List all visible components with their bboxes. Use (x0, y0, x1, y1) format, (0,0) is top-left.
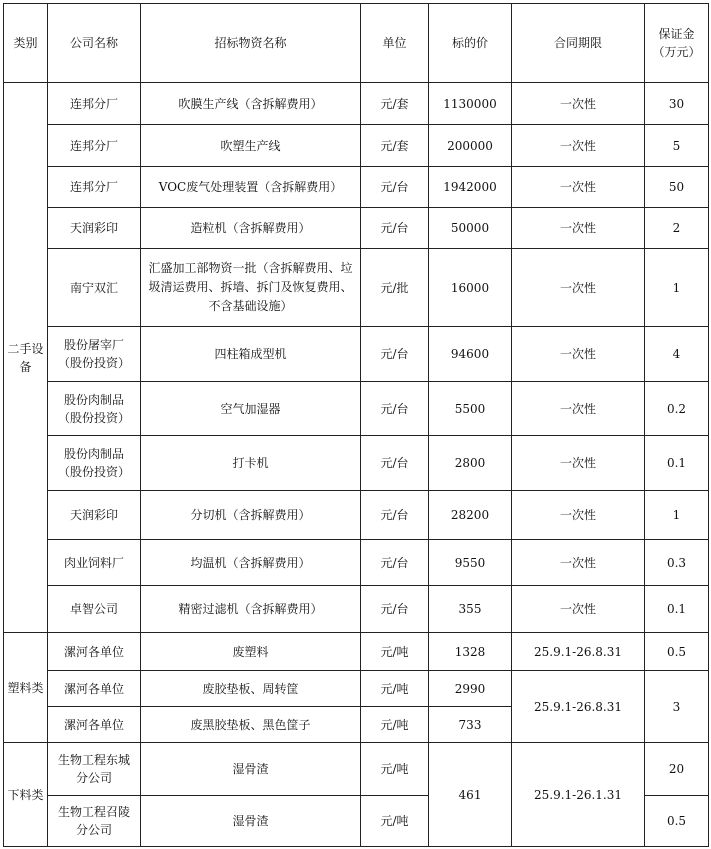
deposit-cell: 30 (645, 83, 709, 125)
table-row (4, 167, 709, 208)
table-row (4, 586, 709, 633)
header-company: 公司名称 (48, 4, 141, 83)
item-cell: VOC废气处理装置（含拆解费用） (141, 167, 361, 208)
company-cell: 漯河各单位 (48, 671, 141, 707)
header-item: 招标物资名称 (141, 4, 361, 83)
table-row (4, 327, 709, 382)
company-cell: 连邦分厂 (48, 83, 141, 125)
term-cell: 一次性 (512, 586, 645, 633)
table-row (4, 83, 709, 125)
price-cell: 94600 (429, 327, 512, 382)
price-cell: 5500 (429, 382, 512, 436)
deposit-cell: 0.1 (645, 436, 709, 491)
deposit-cell: 5 (645, 125, 709, 167)
company-cell: 连邦分厂 (48, 167, 141, 208)
item-cell: 废胶垫板、周转筐 (141, 671, 361, 707)
header-unit: 单位 (361, 4, 429, 83)
unit-cell: 元/台 (361, 491, 429, 540)
company-cell: 股份肉制品 （股份投资） (48, 436, 141, 491)
deposit-cell: 0.5 (645, 796, 709, 847)
company-cell: 生物工程东城 分公司 (48, 743, 141, 796)
category-plastic: 塑料类 (4, 633, 48, 743)
unit-cell: 元/台 (361, 382, 429, 436)
deposit-cell: 0.2 (645, 382, 709, 436)
company-cell: 生物工程召陵 分公司 (48, 796, 141, 847)
price-cell: 9550 (429, 540, 512, 586)
item-cell: 均温机（含拆解费用） (141, 540, 361, 586)
deposit-cell: 4 (645, 327, 709, 382)
price-cell: 1942000 (429, 167, 512, 208)
unit-cell: 元/吨 (361, 796, 429, 847)
term-cell: 一次性 (512, 208, 645, 249)
deposit-cell: 1 (645, 491, 709, 540)
term-cell: 25.9.1-26.8.31 (512, 633, 645, 671)
price-cell: 461 (429, 743, 512, 847)
item-cell: 湿骨渣 (141, 796, 361, 847)
unit-cell: 元/吨 (361, 743, 429, 796)
header-category: 类别 (4, 4, 48, 83)
unit-cell: 元/台 (361, 436, 429, 491)
unit-cell: 元/台 (361, 327, 429, 382)
term-cell: 一次性 (512, 540, 645, 586)
table-row (4, 125, 709, 167)
company-cell: 肉业饲料厂 (48, 540, 141, 586)
item-cell: 精密过滤机（含拆解费用） (141, 586, 361, 633)
term-cell: 一次性 (512, 491, 645, 540)
table-row (4, 208, 709, 249)
item-cell: 空气加湿器 (141, 382, 361, 436)
price-cell: 355 (429, 586, 512, 633)
item-cell: 废黑胶垫板、黑色筐子 (141, 707, 361, 743)
category-equipment: 二手设备 (4, 83, 48, 633)
term-cell: 一次性 (512, 327, 645, 382)
company-cell: 股份屠宰厂 （股份投资） (48, 327, 141, 382)
company-cell: 卓智公司 (48, 586, 141, 633)
item-cell: 吹膜生产线（含拆解费用） (141, 83, 361, 125)
table-row (4, 436, 709, 491)
term-cell: 一次性 (512, 83, 645, 125)
price-cell: 2990 (429, 671, 512, 707)
unit-cell: 元/台 (361, 586, 429, 633)
item-cell: 汇盛加工部物资一批（含拆解费用、垃圾清运费用、拆墙、拆门及恢复费用、不含基础设施） (141, 249, 361, 327)
company-cell: 漯河各单位 (48, 707, 141, 743)
term-cell: 一次性 (512, 167, 645, 208)
deposit-cell: 2 (645, 208, 709, 249)
price-cell: 16000 (429, 249, 512, 327)
price-cell: 1130000 (429, 83, 512, 125)
category-scrap: 下料类 (4, 743, 48, 847)
unit-cell: 元/台 (361, 208, 429, 249)
deposit-cell: 0.1 (645, 586, 709, 633)
company-cell: 天润彩印 (48, 208, 141, 249)
term-cell: 一次性 (512, 125, 645, 167)
unit-cell: 元/吨 (361, 633, 429, 671)
company-cell: 股份肉制品 （股份投资） (48, 382, 141, 436)
deposit-cell: 20 (645, 743, 709, 796)
deposit-cell: 1 (645, 249, 709, 327)
term-cell: 25.9.1-26.1.31 (512, 743, 645, 847)
item-cell: 造粒机（含拆解费用） (141, 208, 361, 249)
term-cell: 一次性 (512, 249, 645, 327)
item-cell: 四柱箱成型机 (141, 327, 361, 382)
term-cell: 25.9.1-26.8.31 (512, 671, 645, 743)
table-row (4, 633, 709, 671)
price-cell: 2800 (429, 436, 512, 491)
item-cell: 打卡机 (141, 436, 361, 491)
item-cell: 湿骨渣 (141, 743, 361, 796)
term-cell: 一次性 (512, 382, 645, 436)
unit-cell: 元/台 (361, 540, 429, 586)
unit-cell: 元/吨 (361, 707, 429, 743)
unit-cell: 元/吨 (361, 671, 429, 707)
header-deposit: 保证金 （万元） (645, 4, 709, 83)
unit-cell: 元/批 (361, 249, 429, 327)
table-row (4, 249, 709, 327)
table-row (4, 671, 709, 707)
company-cell: 连邦分厂 (48, 125, 141, 167)
term-cell: 一次性 (512, 436, 645, 491)
unit-cell: 元/套 (361, 83, 429, 125)
table-row (4, 491, 709, 540)
deposit-cell: 3 (645, 671, 709, 743)
header-term: 合同期限 (512, 4, 645, 83)
bid-items-table (3, 3, 709, 847)
deposit-cell: 50 (645, 167, 709, 208)
price-cell: 200000 (429, 125, 512, 167)
item-cell: 废塑料 (141, 633, 361, 671)
price-cell: 28200 (429, 491, 512, 540)
company-cell: 南宁双汇 (48, 249, 141, 327)
header-price: 标的价 (429, 4, 512, 83)
company-cell: 漯河各单位 (48, 633, 141, 671)
deposit-cell: 0.5 (645, 633, 709, 671)
price-cell: 1328 (429, 633, 512, 671)
table-row (4, 743, 709, 796)
header-row (4, 4, 709, 83)
price-cell: 50000 (429, 208, 512, 249)
item-cell: 分切机（含拆解费用） (141, 491, 361, 540)
table-row (4, 540, 709, 586)
company-cell: 天润彩印 (48, 491, 141, 540)
price-cell: 733 (429, 707, 512, 743)
unit-cell: 元/台 (361, 167, 429, 208)
table-row (4, 382, 709, 436)
deposit-cell: 0.3 (645, 540, 709, 586)
unit-cell: 元/套 (361, 125, 429, 167)
item-cell: 吹塑生产线 (141, 125, 361, 167)
